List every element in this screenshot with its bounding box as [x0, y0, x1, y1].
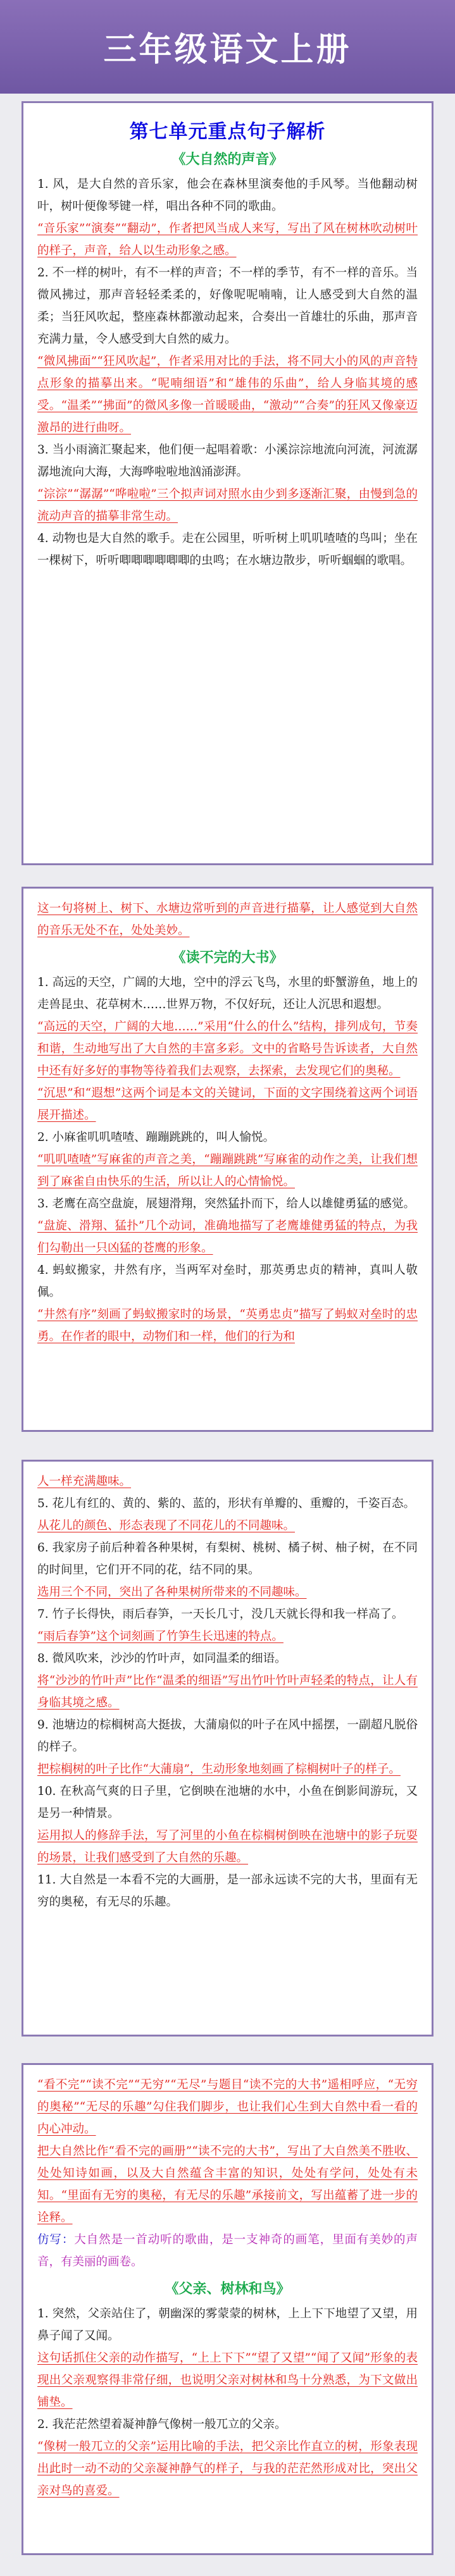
sentence-6: 6. 我家房子前后种着各种果树，有梨树、桃树、橘子树、柚子树，在不同的时间里，它们开不同的花，结不同的果。: [37, 1541, 418, 1577]
section-title-endless-book: 《读不完的大书》: [171, 949, 284, 966]
sentence-4: 4. 动物也是大自然的歌手。走在公园里，听听树上叽叽喳喳的鸟叫；坐在一棵树下，听听唧唧唧唧唧唧的虫鸣；在水塘边散步，听听蝈蝈的歌唱。: [37, 532, 418, 567]
analysis-1: “高远的天空，广阔的大地……”采用“什么的什么”结构，排列成句，节奏和谐，生动地写出了大自然的丰富多彩。文中的省略号告诉读者，大自然中还有好多好的事物等待着我们去观察，去探索，去发现它们的奥秘。: [37, 1020, 418, 1078]
analysis-4-cont: 人一样充满趣味。: [37, 1475, 132, 1488]
sentence-4: 4. 蚂蚁搬家，井然有序，当两军对垒时，那英勇忠贞的精神，真叫人敬佩。: [37, 1264, 418, 1299]
analysis-3: “盘旋、滑翔、猛扑”几个动词，准确地描写了老鹰雄健勇猛的特点，为我们勾勒出一只凶猛的苍鹰的形象。: [37, 1219, 418, 1255]
unit-subtitle: 第七单元重点句子解析: [129, 121, 326, 143]
sentence-1: 1. 突然，父亲站住了，朝幽深的雾蒙蒙的树林，上上下下地望了又望，用鼻子闻了又闻。: [37, 2307, 418, 2343]
sentence-11: 11. 大自然是一本看不完的大画册，是一部永远读不完的大书，里面有无穷的奥秘，有无尽的乐趣。: [37, 1873, 418, 1909]
sentence-7: 7. 竹子长得快，雨后春笋，一天长几寸，没几天就长得和我一样高了。: [37, 1608, 404, 1621]
sentence-2: 2. 不一样的树叶，有不一样的声音；不一样的季节，有不一样的音乐。当微风拂过，那声音轻轻柔柔的，好像呢呢喃喃，让人感受到大自然的温柔；当狂风吹起，整座森林都激动起来，合奏出一首雄壮的乐曲，那声音充满力量，令人感受到大自然的威力。: [37, 266, 418, 346]
analysis-9: 把棕榈树的叶子比作“大蒲扇”，生动形象地刻画了棕榈树叶子的样子。: [37, 1763, 401, 1776]
section-title-father-forest-bird: 《父亲、树林和鸟》: [165, 2281, 290, 2297]
section-title-nature-sounds: 《大自然的声音》: [171, 151, 284, 168]
card-2: [22, 887, 433, 1432]
imitation-writing: [37, 2229, 418, 2273]
sentence-3: 3. 当小雨滴汇聚起来，他们便一起唱着歌：小溪淙淙地流向河流，河流潺潺地流向大海，大海哗啦啦地汹涌澎湃。: [37, 443, 418, 479]
page-title: 三年级语文上册: [103, 31, 352, 69]
analysis-8: 将“沙沙的竹叶声”比作“温柔的细语”写出竹叶竹叶声轻柔的特点，让人有身临其境之感。: [37, 1674, 418, 1710]
sentence-9: 9. 池塘边的棕榈树高大挺拔，大蒲扇似的叶子在风中摇摆，一副超凡脱俗的样子。: [37, 1718, 418, 1754]
card-4: [22, 2063, 433, 2555]
analysis-3: “淙淙”“潺潺”“哗啦啦”三个拟声词对照水由少到多逐渐汇聚，由慢到急的流动声音的描摹非常生动。: [37, 488, 418, 523]
analysis-4: “井然有序”刻画了蚂蚁搬家时的场景，“英勇忠贞”描写了蚂蚁对垒时的忠勇。在作者的眼中，动物们和一样，他们的行为和: [37, 1308, 418, 1343]
sentence-1: 1. 风，是大自然的音乐家，他会在森林里演奏他的手风琴。当他翻动树叶，树叶便像琴键一样，唱出各种不同的歌曲。: [37, 178, 418, 213]
analysis-1: 这句话抓住父亲的动作描写，“上上下下”“望了又望”“闻了又闻”形象的表现出父亲观察得非常仔细，也说明父亲对树林和鸟十分熟悉，为下文做出铺垫。: [37, 2351, 418, 2409]
analysis-11b: 把大自然比作“看不完的画册”“读不完的大书”，写出了大自然美不胜收、处处知诗如画，以及大自然蕴含丰富的知识，处处有学问，处处有未知。“里面有无穷的奥秘，有无尽的乐趣”承接前文，写出蕴蓄了进一步的诠释。: [37, 2145, 418, 2224]
analysis-11: “看不完”“读不完”“无穷”“无尽”与题目“读不完的大书”遥相呼应，“无穷的奥秘”“无尽的乐趣”勾住我们脚步，也让我们心生到大自然中看一看的内心冲动。: [37, 2078, 418, 2136]
analysis-2: “像树一般兀立的父亲”运用比喻的手法，把父亲比作直立的树，形象表现出此时一动不动的父亲凝神静气的样子，与我的茫茫然形成对比，突出父亲对鸟的喜爱。: [37, 2440, 418, 2498]
sentence-1: 1. 高远的天空，广阔的大地，空中的浮云飞鸟，水里的虾蟹游鱼，地上的走兽昆虫、花草树木……世界万物，不仅好玩，还让人沉思和遐想。: [37, 976, 418, 1011]
analysis-1: “音乐家”“演奏”“翻动”，作者把风当成人来写，写出了风在树林吹动树叶的样子，声音，给人以生动形象之感。: [37, 222, 418, 257]
analysis-5: 从花儿的颜色、形态表现了不同花儿的不同趣味。: [37, 1519, 296, 1532]
analysis-nature-4: 这一句将树上、树下、水塘边常听到的声音进行描摹，让人感觉到大自然的音乐无处不在，处处美妙。: [37, 902, 418, 937]
analysis-2: “叽叽喳喳”写麻雀的声音之美，“蹦蹦跳跳”写麻雀的动作之美，让我们想到了麻雀自由快乐的生活，所以让人的心情愉悦。: [37, 1153, 418, 1188]
analysis-6: 选用三个不同，突出了各种果树所带来的不同趣味。: [37, 1586, 307, 1599]
sentence-3: 3. 老鹰在高空盘旋，展翅滑翔，突然猛扑而下，给人以雄健勇猛的感觉。: [37, 1197, 416, 1211]
card-1: [22, 101, 433, 865]
analysis-2: “微风拂面”“狂风吹起”，作者采用对比的手法，将不同大小的风的声音特点形象的描摹出来。“呢喃细语”和“雄伟的乐曲”，给人身临其境的感受。“温柔”“拂面”的微风多像一首暖暖曲，“激动”“合奏”的狂风又像豪迈激昂的进行曲呀。: [37, 355, 418, 434]
analysis-7: “雨后春笋”这个词刻画了竹笋生长迅速的特点。: [37, 1630, 284, 1643]
sentence-8: 8. 微风吹来，沙沙的竹叶声，如同温柔的细语。: [37, 1652, 287, 1665]
card-3: [22, 1460, 433, 2037]
analysis-10: 运用拟人的修辞手法，写了河里的小鱼在棕榈树倒映在池塘中的影子玩耍的场景，让我们感受到了大自然的乐趣。: [37, 1829, 418, 1864]
sentence-2: 2. 我茫茫然望着凝神静气像树一般兀立的父亲。: [37, 2418, 287, 2431]
sentence-2: 2. 小麻雀叽叽喳喳、蹦蹦跳跳的，叫人愉悦。: [37, 1131, 275, 1144]
imitation-label: 仿写：: [37, 2233, 75, 2246]
title-banner: [0, 0, 455, 94]
analysis-1b: “沉思”和“遐想”这两个词是本文的关键词，下面的文字围绕着这两个词语展开描述。: [37, 1087, 418, 1122]
sentence-10: 10. 在秋高气爽的日子里，它倒映在池塘的水中，小鱼在倒影间游玩，又是另一种情景。: [37, 1785, 418, 1820]
imitation-text: 大自然是一首动听的歌曲，是一支神奇的画笔，里面有美妙的声音，有美丽的画卷。: [37, 2233, 418, 2269]
sentence-5: 5. 花儿有红的、黄的、紫的、蓝的，形状有单瓣的、重瓣的，千姿百态。: [37, 1497, 416, 1510]
